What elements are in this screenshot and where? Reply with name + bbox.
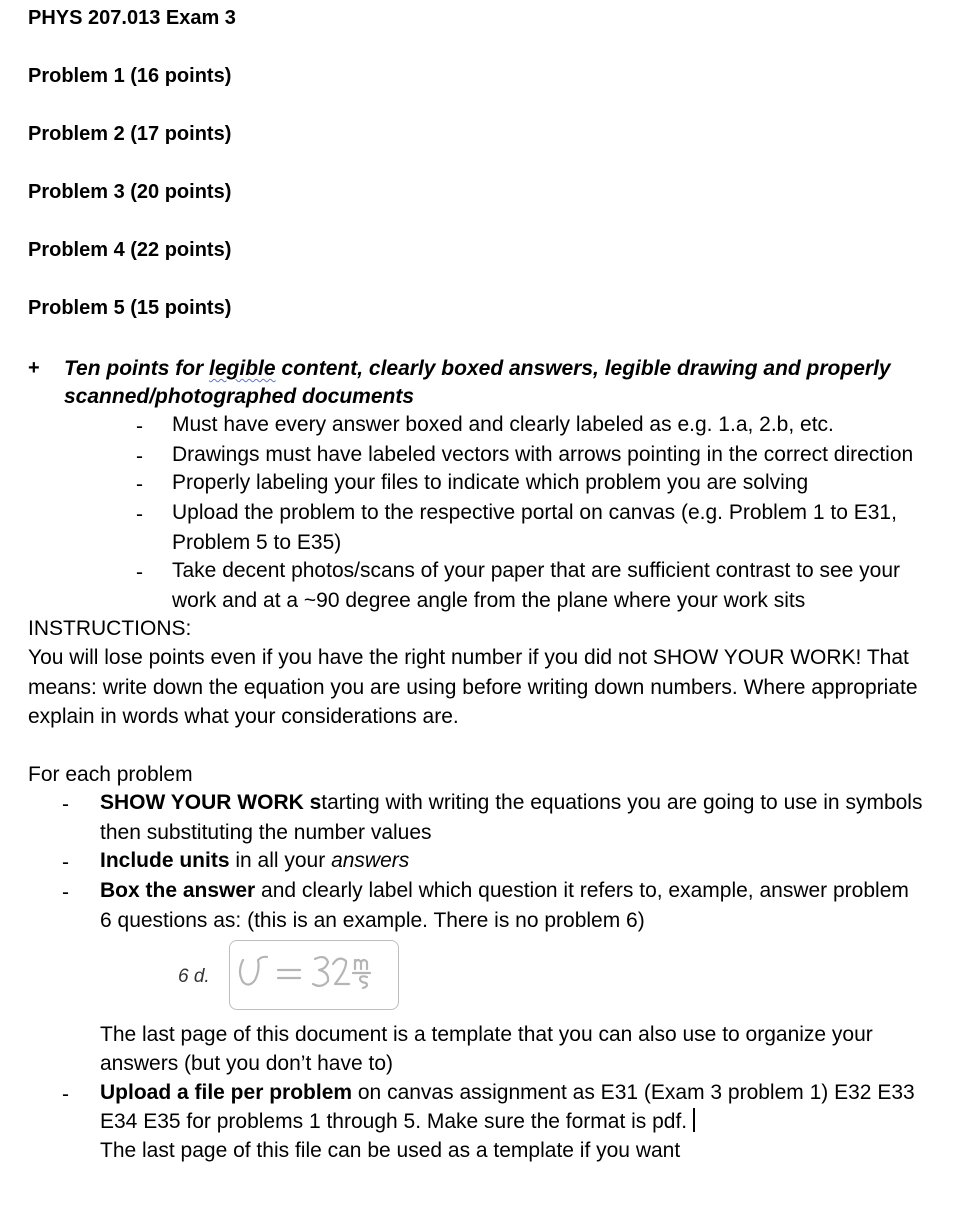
- text-cursor: [693, 1108, 695, 1132]
- units-mid: in all your: [229, 849, 332, 872]
- bonus-line-1-post: content, clearly boxed answers, legible drawing and properly: [275, 357, 891, 380]
- requirement-photos: Take decent photos/scans of your paper that are sufficient contrast to see your: [172, 559, 901, 582]
- for-each-dash: -: [62, 881, 69, 904]
- bonus-bullet: +: [28, 357, 40, 379]
- for-each-show-work-cont: then substituting the number values: [100, 821, 432, 844]
- box-answer-bold: Box the answer: [100, 879, 256, 902]
- box-answer-rest: and clearly label which question it refers to, example, answer problem: [255, 879, 909, 902]
- for-each-box-answer: [100, 876, 909, 905]
- for-each-units: [100, 846, 409, 875]
- requirement-photos-cont: work and at a ~90 degree angle from the plane where your work sits: [172, 589, 806, 612]
- for-each-dash: -: [62, 793, 69, 816]
- requirement-upload-portal-cont: Problem 5 to E35): [172, 531, 342, 554]
- spellcheck-word-legible: legible: [209, 357, 276, 380]
- for-each-upload-cont: [100, 1107, 695, 1136]
- upload-format-text: E34 E35 for problems 1 through 5. Make sure the format is pdf.: [100, 1110, 688, 1133]
- requirement-dash: -: [136, 503, 143, 526]
- instructions-line-2: means: write down the equation you are using before writing down numbers. Where appropriate: [28, 676, 918, 699]
- example-answer-box: [229, 940, 399, 1010]
- handwritten-answer-image: [229, 940, 399, 1010]
- problem-3-points: Problem 3 (20 points): [28, 181, 232, 203]
- bonus-line-1: [64, 354, 891, 383]
- for-each-show-work: [100, 788, 922, 817]
- requirement-file-labels: Properly labeling your files to indicate which problem you are solving: [172, 471, 809, 494]
- for-each-dash: -: [62, 1083, 69, 1106]
- units-italic: answers: [331, 849, 410, 872]
- template-note-line-2: answers (but you don’t have to): [100, 1052, 393, 1075]
- requirement-dash: -: [136, 445, 143, 468]
- handwritten-v-symbol: [240, 957, 267, 985]
- upload-bold: Upload a file per problem: [100, 1081, 353, 1104]
- for-each-upload: [100, 1078, 915, 1107]
- template-note-line-1: The last page of this document is a template that you can also use to organize your: [100, 1023, 873, 1046]
- handwritten-s: [360, 976, 367, 988]
- requirement-boxed-answers: Must have every answer boxed and clearly labeled as e.g. 1.a, 2.b, etc.: [172, 413, 834, 436]
- show-work-bold: SHOW YOUR WORK s: [100, 791, 322, 814]
- for-each-upload-template: The last page of this file can be used as a template if you want: [100, 1139, 681, 1162]
- requirement-dash: -: [136, 415, 143, 438]
- instructions-heading: INSTRUCTIONS:: [28, 617, 192, 640]
- requirement-labeled-vectors: Drawings must have labeled vectors with arrows pointing in the correct direction: [172, 443, 914, 466]
- for-each-dash: -: [62, 851, 69, 874]
- exam-title: PHYS 207.013 Exam 3: [28, 7, 236, 29]
- instructions-line-1: You will lose points even if you have the right number if you did not SHOW YOUR WORK! That: [28, 646, 909, 669]
- problem-1-points: Problem 1 (16 points): [28, 65, 232, 87]
- handwritten-equals: [278, 970, 300, 978]
- problem-4-points: Problem 4 (22 points): [28, 239, 232, 261]
- requirement-dash: -: [136, 473, 143, 496]
- show-work-rest: tarting with writing the equations you are going to use in symbols: [321, 791, 923, 814]
- requirement-dash: -: [136, 561, 143, 584]
- upload-rest: on canvas assignment as E31 (Exam 3 problem 1) E32 E33: [352, 1081, 915, 1104]
- handwritten-m: [355, 960, 367, 969]
- bonus-line-1-pre: Ten points for: [64, 357, 210, 380]
- problem-2-points: Problem 2 (17 points): [28, 123, 232, 145]
- requirement-upload-portal: Upload the problem to the respective portal on canvas (e.g. Problem 1 to E31,: [172, 501, 897, 524]
- instructions-line-3: explain in words what your considerations are.: [28, 705, 459, 728]
- for-each-box-answer-cont: 6 questions as: (this is an example. There is no problem 6): [100, 909, 645, 932]
- handwritten-digit-3: [313, 957, 328, 986]
- example-answer-label: 6 d.: [178, 966, 210, 987]
- for-each-heading: For each problem: [28, 763, 193, 786]
- units-bold: Include units: [100, 849, 230, 872]
- handwritten-digit-2: [333, 959, 349, 984]
- bonus-line-2: scanned/photographed documents: [64, 385, 415, 408]
- problem-5-points: Problem 5 (15 points): [28, 297, 232, 319]
